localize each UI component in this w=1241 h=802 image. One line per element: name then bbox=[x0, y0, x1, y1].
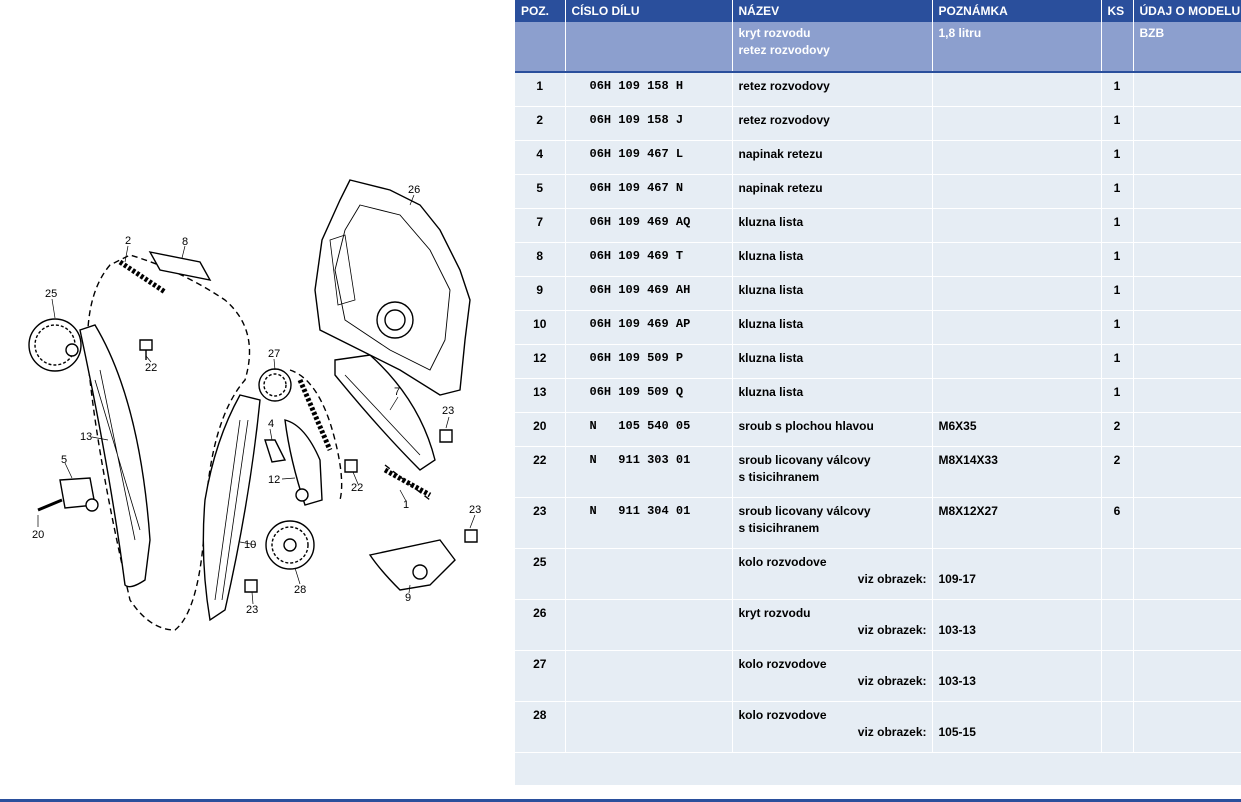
tensioner-4 bbox=[265, 440, 285, 462]
col-part-number[interactable]: CÍSLO DÍLU bbox=[565, 0, 732, 22]
group-name-2: retez rozvodovy bbox=[738, 43, 830, 57]
cell-part-number[interactable]: 06H 109 469 AP bbox=[565, 310, 732, 344]
bolt-20 bbox=[38, 500, 62, 510]
cell-name bbox=[732, 276, 932, 310]
cell-model bbox=[1133, 242, 1241, 276]
cell-note bbox=[932, 242, 1101, 276]
name-line-1: kluzna lista bbox=[738, 384, 804, 399]
cell-note bbox=[932, 701, 1101, 752]
col-pos[interactable]: POZ. bbox=[515, 0, 565, 22]
cell-model bbox=[1133, 106, 1241, 140]
table-row[interactable] bbox=[515, 310, 1241, 344]
cell-model bbox=[1133, 72, 1241, 106]
cell-pos: 22 bbox=[515, 446, 565, 497]
cell-name bbox=[732, 208, 932, 242]
cell-pos: 2 bbox=[515, 106, 565, 140]
cell-model bbox=[1133, 497, 1241, 548]
cell-part-number[interactable]: 06H 109 469 T bbox=[565, 242, 732, 276]
slide-rail-9 bbox=[370, 540, 455, 590]
cell-name bbox=[732, 446, 932, 497]
cell-model bbox=[1133, 548, 1241, 599]
ref-link[interactable]: 109-17 bbox=[938, 571, 976, 586]
name-line-1: retez rozvodovy bbox=[738, 79, 830, 93]
cell-part-number[interactable]: N 105 540 05 bbox=[565, 412, 732, 446]
reference-row[interactable] bbox=[515, 548, 1241, 599]
cell-note: M8X12X27 bbox=[932, 497, 1101, 548]
parts-table-panel bbox=[515, 0, 1241, 785]
cell-qty: 1 bbox=[1101, 140, 1133, 174]
cell-part-number[interactable]: N 911 304 01 bbox=[565, 497, 732, 548]
reference-row[interactable] bbox=[515, 650, 1241, 701]
cell-part-number bbox=[565, 650, 732, 701]
cell-part-number[interactable]: N 911 303 01 bbox=[565, 446, 732, 497]
name-line-1: kluzna lista bbox=[738, 248, 804, 263]
cell-name bbox=[732, 650, 932, 701]
cell-pos: 1 bbox=[515, 72, 565, 106]
cell-part-number bbox=[565, 599, 732, 650]
callout-8: 8 bbox=[182, 236, 189, 248]
timing-chain-drawing bbox=[0, 0, 515, 802]
ref-label: viz obrazek: bbox=[857, 571, 927, 586]
name-line-1: retez rozvodovy bbox=[738, 112, 830, 127]
callout-22b: 22 bbox=[351, 482, 364, 494]
cell-note: M6X35 bbox=[932, 412, 1101, 446]
table-row[interactable] bbox=[515, 140, 1241, 174]
cell-pos: 27 bbox=[515, 650, 565, 701]
slide-rail-10 bbox=[203, 395, 260, 620]
parts-table bbox=[515, 0, 1241, 772]
table-row[interactable] bbox=[515, 378, 1241, 412]
cell-qty: 1 bbox=[1101, 174, 1133, 208]
cell-qty bbox=[1101, 650, 1133, 701]
ref-link[interactable]: 103-13 bbox=[938, 622, 976, 637]
callout-22: 22 bbox=[145, 362, 158, 374]
cell-pos: 8 bbox=[515, 242, 565, 276]
table-row[interactable] bbox=[515, 344, 1241, 378]
name-line-1: kluzna lista bbox=[738, 350, 804, 365]
cell-name bbox=[732, 548, 932, 599]
cell-name bbox=[732, 412, 932, 446]
cell-qty: 1 bbox=[1101, 344, 1133, 378]
name-line-1: kolo rozvodove bbox=[738, 554, 827, 569]
cell-note bbox=[932, 599, 1101, 650]
cell-model bbox=[1133, 412, 1241, 446]
table-row[interactable] bbox=[515, 72, 1241, 106]
cell-pos: 13 bbox=[515, 378, 565, 412]
cell-qty: 1 bbox=[1101, 378, 1133, 412]
cell-qty: 2 bbox=[1101, 446, 1133, 497]
name-line-1: kolo rozvodove bbox=[738, 707, 827, 722]
table-row[interactable] bbox=[515, 412, 1241, 446]
cell-part-number[interactable]: 06H 109 467 N bbox=[565, 174, 732, 208]
cell-model bbox=[1133, 140, 1241, 174]
cell-qty: 1 bbox=[1101, 72, 1133, 106]
cell-note bbox=[932, 208, 1101, 242]
table-row[interactable] bbox=[515, 242, 1241, 276]
cell-name bbox=[732, 599, 932, 650]
parts-diagram bbox=[0, 0, 515, 802]
cell-note bbox=[932, 378, 1101, 412]
callout-12: 12 bbox=[268, 474, 281, 486]
cell-pos: 25 bbox=[515, 548, 565, 599]
cell-qty: 1 bbox=[1101, 106, 1133, 140]
ref-label: viz obrazek: bbox=[857, 622, 927, 637]
col-qty[interactable]: KS bbox=[1101, 0, 1133, 22]
name-line-1: kluzna lista bbox=[738, 282, 804, 297]
cell-note bbox=[932, 174, 1101, 208]
cell-pos: 9 bbox=[515, 276, 565, 310]
cell-model bbox=[1133, 208, 1241, 242]
name-line-1: sroub licovany válcovy bbox=[738, 503, 871, 518]
cell-note bbox=[932, 344, 1101, 378]
cell-qty bbox=[1101, 599, 1133, 650]
bolt-23-b bbox=[440, 430, 452, 442]
name-line-1: kryt rozvodu bbox=[738, 605, 811, 620]
col-name[interactable]: NÁZEV bbox=[732, 0, 932, 22]
cell-part-number bbox=[565, 701, 732, 752]
cell-qty: 6 bbox=[1101, 497, 1133, 548]
table-row[interactable] bbox=[515, 208, 1241, 242]
cell-pos: 7 bbox=[515, 208, 565, 242]
cell-part-number[interactable]: 06H 109 469 AQ bbox=[565, 208, 732, 242]
cell-name bbox=[732, 701, 932, 752]
cell-part-number[interactable]: 06H 109 467 L bbox=[565, 140, 732, 174]
cell-qty: 1 bbox=[1101, 242, 1133, 276]
name-line-2: s tisicihranem bbox=[738, 520, 820, 535]
cell-pos: 28 bbox=[515, 701, 565, 752]
cell-note bbox=[932, 140, 1101, 174]
col-model[interactable]: ÚDAJ O MODELU bbox=[1133, 0, 1241, 22]
cell-qty bbox=[1101, 701, 1133, 752]
bolt-23-c bbox=[465, 530, 477, 542]
cell-name bbox=[732, 242, 932, 276]
cell-name bbox=[732, 310, 932, 344]
cell-model bbox=[1133, 344, 1241, 378]
bolt-22-b bbox=[345, 460, 357, 472]
cell-model bbox=[1133, 599, 1241, 650]
name-line-1: kluzna lista bbox=[738, 214, 804, 229]
cell-part-number[interactable]: 06H 109 469 AH bbox=[565, 276, 732, 310]
callout-20: 20 bbox=[32, 529, 45, 541]
cell-name bbox=[732, 72, 932, 106]
cell-qty: 1 bbox=[1101, 208, 1133, 242]
callout-23: 23 bbox=[442, 405, 455, 417]
cell-pos: 12 bbox=[515, 344, 565, 378]
cell-note bbox=[932, 548, 1101, 599]
cell-name bbox=[732, 140, 932, 174]
callout-1: 1 bbox=[403, 499, 410, 511]
callout-25: 25 bbox=[45, 288, 58, 300]
ref-link[interactable]: 103-13 bbox=[938, 673, 976, 688]
group-model: BZB bbox=[1133, 22, 1241, 72]
cell-model bbox=[1133, 310, 1241, 344]
cell-model bbox=[1133, 174, 1241, 208]
cell-name bbox=[732, 378, 932, 412]
bolt-22 bbox=[140, 340, 152, 360]
cell-model bbox=[1133, 276, 1241, 310]
callout-23b: 23 bbox=[469, 504, 482, 516]
cell-note: M8X14X33 bbox=[932, 446, 1101, 497]
group-name-1: kryt rozvodu bbox=[738, 26, 811, 40]
cell-pos: 4 bbox=[515, 140, 565, 174]
callout-13: 13 bbox=[80, 431, 93, 443]
name-line-2: s tisicihranem bbox=[738, 469, 820, 484]
ref-label: viz obrazek: bbox=[857, 673, 927, 688]
cell-note bbox=[932, 72, 1101, 106]
cell-qty: 2 bbox=[1101, 412, 1133, 446]
callout-26: 26 bbox=[408, 184, 421, 196]
name-line-1: kolo rozvodove bbox=[738, 656, 827, 671]
cell-note bbox=[932, 650, 1101, 701]
table-row[interactable] bbox=[515, 174, 1241, 208]
slide-rail-13 bbox=[80, 325, 150, 587]
cell-pos: 20 bbox=[515, 412, 565, 446]
cell-part-number bbox=[565, 548, 732, 599]
table-row[interactable] bbox=[515, 446, 1241, 497]
cell-part-number[interactable]: 06H 109 509 Q bbox=[565, 378, 732, 412]
cell-qty: 1 bbox=[1101, 310, 1133, 344]
cell-model bbox=[1133, 378, 1241, 412]
callout-9: 9 bbox=[405, 592, 412, 604]
cell-pos: 26 bbox=[515, 599, 565, 650]
callout-28: 28 bbox=[294, 584, 307, 596]
group-note: 1,8 litru bbox=[932, 22, 1101, 72]
name-line-1: sroub licovany válcovy bbox=[738, 452, 871, 467]
reference-row[interactable] bbox=[515, 599, 1241, 650]
table-row[interactable] bbox=[515, 106, 1241, 140]
callout-23c: 23 bbox=[246, 604, 259, 616]
callout-10: 10 bbox=[244, 539, 257, 551]
group-header-row bbox=[515, 22, 1241, 72]
callout-27: 27 bbox=[268, 348, 281, 360]
callout-2: 2 bbox=[125, 235, 132, 247]
name-line-1: sroub s plochou hlavou bbox=[738, 418, 874, 433]
cell-qty bbox=[1101, 548, 1133, 599]
table-header bbox=[515, 0, 1241, 22]
slide-rail-8 bbox=[150, 252, 210, 280]
cell-name bbox=[732, 106, 932, 140]
cell-note bbox=[932, 276, 1101, 310]
cell-qty: 1 bbox=[1101, 276, 1133, 310]
cell-model bbox=[1133, 446, 1241, 497]
cell-name bbox=[732, 174, 932, 208]
cell-model bbox=[1133, 650, 1241, 701]
cell-part-number[interactable]: 06H 109 509 P bbox=[565, 344, 732, 378]
cell-pos: 10 bbox=[515, 310, 565, 344]
callout-7: 7 bbox=[394, 386, 401, 398]
cell-name bbox=[732, 497, 932, 548]
col-note[interactable]: POZNÁMKA bbox=[932, 0, 1101, 22]
empty-row bbox=[515, 752, 1241, 772]
callout-4: 4 bbox=[268, 418, 275, 430]
reference-row[interactable] bbox=[515, 701, 1241, 752]
table-row[interactable] bbox=[515, 497, 1241, 548]
name-line-1: napinak retezu bbox=[738, 180, 823, 195]
callout-5: 5 bbox=[61, 454, 68, 466]
ref-link[interactable]: 105-15 bbox=[938, 724, 976, 739]
cell-part-number[interactable]: 06H 109 158 J bbox=[565, 106, 732, 140]
cell-model bbox=[1133, 701, 1241, 752]
cell-pos: 5 bbox=[515, 174, 565, 208]
bolt-23-a bbox=[245, 580, 257, 592]
ref-label: viz obrazek: bbox=[857, 724, 927, 739]
table-row[interactable] bbox=[515, 276, 1241, 310]
cell-note bbox=[932, 310, 1101, 344]
name-line-1: kluzna lista bbox=[738, 316, 804, 331]
name-line-1: napinak retezu bbox=[738, 146, 823, 161]
cell-note bbox=[932, 106, 1101, 140]
cell-name bbox=[732, 344, 932, 378]
cell-part-number[interactable]: 06H 109 158 H bbox=[565, 72, 732, 106]
cell-pos: 23 bbox=[515, 497, 565, 548]
